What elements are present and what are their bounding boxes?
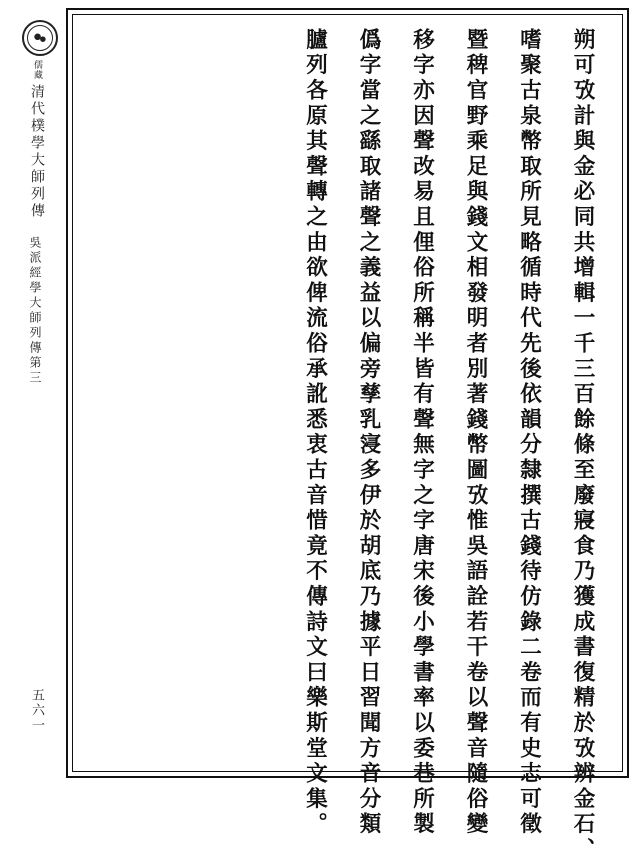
body-line: 僞字當之繇取諸聲之義益以偏旁孳乳寖多伊於胡底乃據平日習聞方音分類 (356, 28, 381, 838)
body-line: 朔可攷計與金必同共增輯一千三百餘條至廢寢食乃獲成書復精於攷辨金石、 (570, 28, 595, 863)
text-frame (66, 8, 629, 863)
body-line: 移字亦因聲改易且俚俗所稱半皆有聲無字之字唐宋後小學書率以委巷所製 (409, 28, 435, 838)
seal-emblem-icon (27, 25, 53, 51)
body-line: 暨稗官野乘足與錢文相發明者別著錢幣圖攷惟吳語詮若干卷以聲音隨俗變 (463, 28, 488, 838)
collection-seal-icon (22, 20, 58, 56)
collection-mark: 儒藏 (32, 60, 42, 80)
book-title: 清代樸學大師列傳 (29, 84, 45, 220)
body-text (288, 28, 609, 863)
body-line: 臚列各原其聲轉之由欲俾流俗承訛悉衷古音惜竟不傳詩文曰樂斯堂文集。 (302, 28, 328, 838)
page-number: 五六一 (29, 688, 44, 733)
chapter-title: 吳派經學大師列傳第三 (28, 236, 42, 386)
body-line: 嗜聚古泉幣取所見略循時代先後依韻分隸撰古錢待仿錄二卷而有史志可徵 (516, 28, 542, 838)
page-margin (0, 0, 66, 795)
